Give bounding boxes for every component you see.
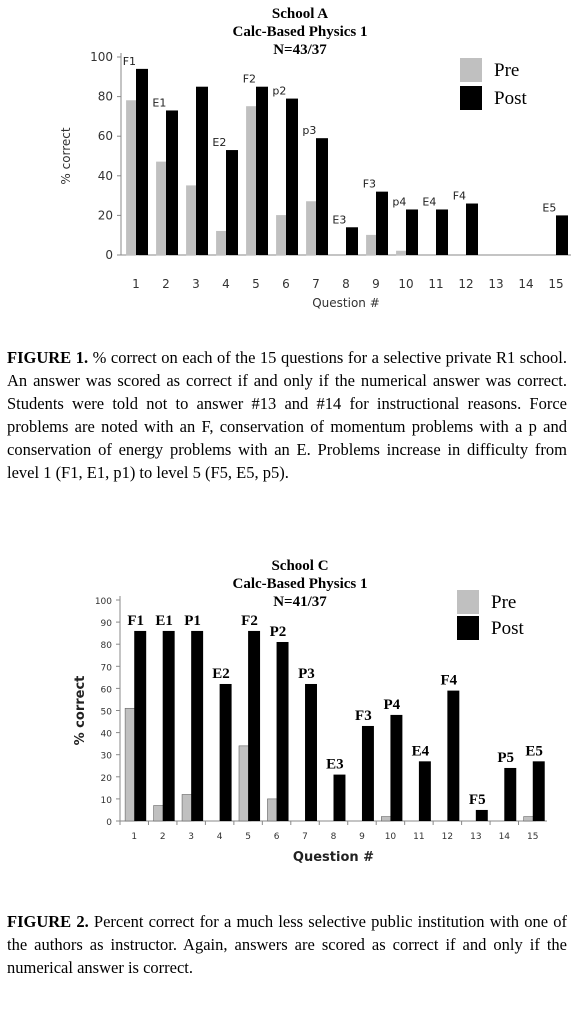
bar-label: P4	[383, 696, 401, 713]
bar-label: F2	[242, 72, 257, 86]
x-tick-label: 6	[273, 832, 280, 842]
post-bar	[334, 775, 346, 821]
x-tick-label: 11	[428, 277, 444, 291]
chart-title-line: Calc-Based Physics 1	[232, 576, 368, 592]
x-tick-label: 11	[413, 832, 425, 842]
chart-title-line: Calc-Based Physics 1	[232, 24, 368, 40]
x-tick-label: 13	[470, 832, 482, 842]
x-tick-label: 9	[359, 832, 365, 842]
bar-label: F4	[440, 672, 458, 689]
legend-label: Pre	[491, 592, 517, 613]
x-tick-label: 2	[159, 832, 166, 842]
bar-label: E1	[155, 612, 173, 629]
post-bar	[136, 69, 148, 255]
chart-title-line: N=43/37	[273, 42, 327, 58]
post-bar	[476, 810, 488, 821]
post-bar	[504, 768, 516, 821]
bar-label: E5	[542, 201, 557, 215]
y-tick-label: 0	[105, 248, 113, 262]
post-bar	[376, 192, 388, 255]
bar-label: F3	[355, 707, 372, 724]
bar-label: E5	[525, 743, 543, 760]
bar-label: p3	[302, 124, 317, 138]
figure-1-label: FIGURE 1.	[7, 348, 89, 367]
bar-label: E2	[212, 665, 230, 682]
y-tick-label: 100	[90, 50, 113, 64]
x-tick-label: 15	[527, 832, 539, 842]
x-tick-label: 13	[488, 277, 504, 291]
bar-label: E4	[411, 743, 430, 760]
x-tick-label: 3	[188, 832, 195, 842]
bar-label: P3	[298, 665, 315, 682]
bar-label: F1	[122, 54, 137, 68]
legend-swatch	[457, 590, 479, 614]
figure-2-text: Percent correct for a much less selective public institution with one of the authors as instructor. Again, answers are scored as correct if and only if the numerical answer is correct.	[7, 912, 567, 977]
post-bar	[286, 99, 298, 255]
x-tick-label: 15	[548, 277, 564, 291]
post-bar	[305, 684, 317, 821]
y-tick-label: 90	[100, 619, 112, 630]
bar-label: F3	[362, 177, 377, 191]
x-tick-label: 3	[192, 277, 200, 291]
bar-label: E4	[422, 195, 437, 209]
y-tick-label: 40	[100, 729, 112, 740]
figure-2-caption	[7, 910, 567, 979]
bar-label: F2	[241, 612, 258, 629]
x-axis-label: Question #	[292, 850, 375, 865]
bar-label: P5	[497, 749, 515, 766]
bar-label: E3	[326, 756, 344, 773]
x-tick-label: 1	[131, 832, 138, 842]
x-tick-label: 6	[282, 277, 290, 291]
post-bar	[466, 204, 478, 255]
post-bar	[134, 631, 146, 821]
x-tick-label: 8	[342, 277, 350, 291]
x-tick-label: 10	[384, 832, 397, 842]
legend-label: Post	[494, 88, 527, 109]
y-tick-label: 0	[106, 818, 112, 828]
post-bar	[220, 684, 232, 821]
bar-label: F1	[127, 612, 144, 629]
y-tick-label: 60	[100, 685, 112, 696]
bar-label: P1	[184, 612, 201, 629]
chart-title-line: N=41/37	[273, 594, 327, 610]
legend-swatch	[460, 58, 482, 82]
post-bar	[419, 761, 431, 821]
legend-label: Post	[491, 618, 524, 639]
chart-title-line: School A	[271, 6, 329, 22]
x-tick-label: 4	[216, 832, 223, 842]
x-tick-label: 14	[498, 832, 511, 842]
y-tick-label: 50	[100, 707, 112, 718]
y-tick-label: 40	[97, 168, 113, 183]
x-tick-label: 5	[245, 832, 251, 842]
post-bar	[533, 761, 545, 821]
y-tick-label: 20	[97, 208, 113, 223]
x-axis-label: Question #	[312, 296, 380, 310]
bar-label: E3	[332, 213, 347, 227]
bar-label: F4	[452, 189, 467, 203]
y-tick-label: 60	[97, 129, 113, 144]
x-tick-label: 8	[330, 832, 337, 842]
bar-label: F5	[468, 791, 486, 808]
y-tick-label: 10	[100, 795, 112, 806]
legend-swatch	[460, 86, 482, 110]
x-tick-label: 5	[252, 277, 260, 291]
x-tick-label: 9	[372, 277, 380, 291]
x-tick-label: 14	[518, 277, 534, 291]
y-tick-label: 20	[100, 773, 112, 784]
post-bar	[166, 110, 178, 255]
post-bar	[390, 715, 402, 821]
post-bar	[316, 138, 328, 255]
legend-label: Pre	[494, 60, 520, 81]
bar-label: E1	[152, 96, 167, 110]
post-bar	[196, 87, 208, 255]
post-bar	[447, 691, 459, 821]
bar-label: E2	[212, 136, 227, 150]
bar-label: p2	[272, 84, 287, 98]
figure-2-label: FIGURE 2.	[7, 912, 89, 931]
x-tick-label: 12	[441, 832, 454, 842]
figure-1-caption	[7, 346, 567, 484]
post-bar	[436, 209, 448, 255]
post-bar	[248, 631, 260, 821]
post-bar	[256, 87, 268, 255]
post-bar	[226, 150, 238, 255]
post-bar	[163, 631, 175, 821]
post-bar	[277, 642, 289, 821]
figure-1-text: % correct on each of the 15 questions for a selective private R1 school. An answer was scored as correct if and only if the numerical answer was correct. Students were told not to answer #13 and #14 for instructional reasons. Force problems are noted with an F, conservation of momentum problems with a p and conservation of energy problems with an E. Problems increase in difficulty from level 1 (F1, E1, p1) to level 5 (F5, E5, p5).	[7, 348, 568, 482]
chart-title-line: School C	[271, 558, 329, 574]
post-bar	[191, 631, 203, 821]
y-tick-label: 100	[94, 597, 112, 607]
y-axis-label: % correct	[59, 127, 73, 185]
post-bar	[556, 215, 568, 255]
post-bar	[406, 209, 418, 255]
bar-label: p4	[392, 195, 407, 209]
y-tick-label: 70	[100, 663, 112, 674]
x-tick-label: 2	[162, 277, 170, 291]
x-tick-label: 7	[302, 832, 308, 842]
legend-swatch	[457, 616, 479, 640]
x-tick-label: 12	[458, 277, 474, 291]
bar-label: P2	[269, 623, 287, 640]
x-tick-label: 7	[312, 277, 320, 291]
y-tick-label: 80	[100, 641, 112, 652]
x-tick-label: 4	[222, 277, 230, 291]
x-tick-label: 10	[398, 277, 414, 291]
chart-school-a	[0, 0, 573, 320]
y-tick-label: 80	[97, 89, 113, 104]
y-tick-label: 30	[100, 751, 112, 762]
post-bar	[362, 726, 374, 821]
post-bar	[346, 227, 358, 255]
chart-school-c	[0, 555, 573, 875]
y-axis-label: % correct	[73, 675, 88, 746]
x-tick-label: 1	[132, 277, 140, 291]
